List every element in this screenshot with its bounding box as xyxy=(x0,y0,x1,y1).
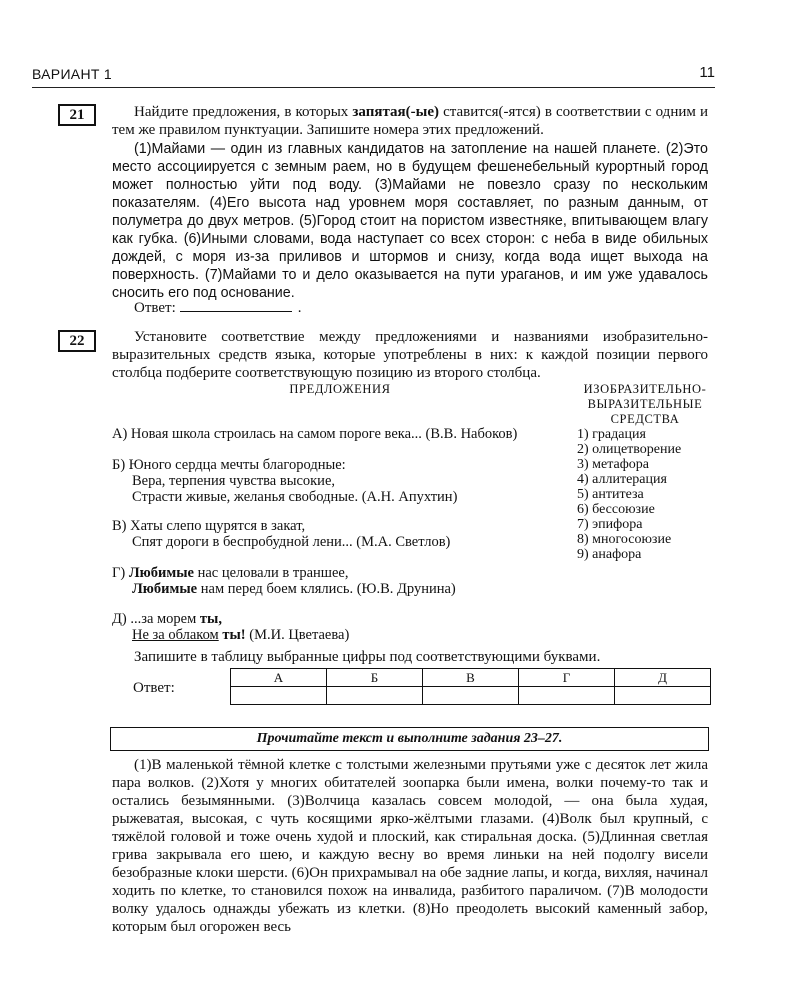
read-text-banner: Прочитайте текст и выполните задания 23–27. xyxy=(110,727,709,751)
sentence-d: Д) ...за морем ты, Не за облаком ты! (М.И. Цветаева) xyxy=(112,611,350,643)
task-number-21: 21 xyxy=(58,104,96,126)
variant-label: ВАРИАНТ 1 xyxy=(32,66,112,82)
answer-cell-g[interactable] xyxy=(519,687,615,705)
means-list xyxy=(577,427,681,562)
task21-answer: Ответ: . xyxy=(134,300,302,316)
answer-cell-a[interactable] xyxy=(231,687,327,705)
task22-answer-label: Ответ: xyxy=(133,680,175,696)
task21-instruction: Найдите предложения, в которых запятая(-ые) ставится(-ятся) в соответствии с одним и тем же правилом пунктуации. Запишите номера этих предложений. xyxy=(112,104,708,138)
table-header-v: В xyxy=(423,669,519,687)
answer-cell-d[interactable] xyxy=(615,687,711,705)
list-item: 4) аллитерация xyxy=(577,472,667,487)
sentence-b: Б) Юного сердца мечты благородные: Вера, терпения чувства высокие, Страсти живые, желанья свободные. (А.Н. Апухтин) xyxy=(112,457,458,505)
answer-cell-b[interactable] xyxy=(327,687,423,705)
table-header-d: Д xyxy=(615,669,711,687)
table-instruction: Запишите в таблицу выбранные цифры под соответствующими буквами. xyxy=(134,649,601,665)
list-item: 6) бессоюзие xyxy=(577,502,655,517)
answer-table xyxy=(230,668,711,705)
task-number-22: 22 xyxy=(58,330,96,352)
header-divider xyxy=(32,87,715,88)
task21-answer-field[interactable] xyxy=(180,299,292,312)
answer-cell-v[interactable] xyxy=(423,687,519,705)
list-item: 1) градация xyxy=(577,427,646,442)
table-header-g: Г xyxy=(519,669,615,687)
col-means-header: ИЗОБРАЗИТЕЛЬНО- ВЫРАЗИТЕЛЬНЫЕ СРЕДСТВА xyxy=(583,382,707,426)
list-item: 8) многосоюзие xyxy=(577,532,672,547)
page-number: 11 xyxy=(699,64,715,81)
list-item: 5) антитеза xyxy=(577,487,644,502)
list-item: 7) эпифора xyxy=(577,517,643,532)
table-header-b: Б xyxy=(327,669,423,687)
list-item: 9) анафора xyxy=(577,547,642,562)
sentence-g: Г) Любимые нас целовали в траншее, Любимые нам перед боем клялись. (Ю.В. Друнина) xyxy=(112,565,456,597)
table-header-a: А xyxy=(231,669,327,687)
story-text: (1)В маленькой тёмной клетке с толстыми железными прутьями уже с десяток лет жила пара волков. (2)Хотя у многих обитателей зоопарка были имена, волки почему-то так и остались безымянными. (3)Волчица казалась совсем молодой, — она была худая, рыжеватая, высокая, с чуть косящими ярко-жёлтыми глазами. (4)Волк был крупный, с тяжёлой головой и тоже очень худой и плоский, как стиральная доска. (5)Длинная светлая грива закрывала его шею, и каждую весну во время линьки на ней подолгу висели безобразные клоки шерсти. (6)Он прихрамывал на обе задние лапы, и когда, вихляя, начинал ходить по клетке, то становился похож на инвалида, разбитого параличом. (7)В молодости волку удалось однажды убежать из клетки. (8)Но преодолеть высокий каменный забор, которым был огорожен весь xyxy=(112,757,708,935)
list-item: 2) олицетворение xyxy=(577,442,682,457)
sentence-v: В) Хаты слепо щурятся в закат, Спят дороги в беспробудной лени... (М.А. Светлов) xyxy=(112,518,451,550)
sentence-a: А) Новая школа строилась на самом пороге века... (В.В. Набоков) xyxy=(112,426,518,442)
task21-text: (1)Майами — один из главных кандидатов на затопление на нашей планете. (2)Это место ассоциируется с земным раем, но в будущем фешенебельный курортный город может полностью уйти под воду. (3)Майами не повезло сразу по нескольким показателям. (4)Его высота над уровнем моря составляет, по разным данным, от полуметра до двух метров. (5)Город стоит на пористом известняке, впитывающем влагу как губка. (6)Иными словами, вода наступает со всех сторон: с неба в виде обильных дождей, с моря из-за приливов и штормов и снизу, когда вода ищет выхода на поверхность. (7)Майами то и дело оказывается на пути ураганов, и им уже удавалось сносить его под основание. xyxy=(112,141,708,301)
task22-instruction: Установите соответствие между предложениями и названиями изобразительно-выразительных средств языка, которые употреблены в них: к каждой позиции первого столбца подберите соответствующую позицию из второго столбца. xyxy=(112,329,708,381)
list-item: 3) метафора xyxy=(577,457,650,472)
col-sentences-header: ПРЕДЛОЖЕНИЯ xyxy=(289,382,391,396)
